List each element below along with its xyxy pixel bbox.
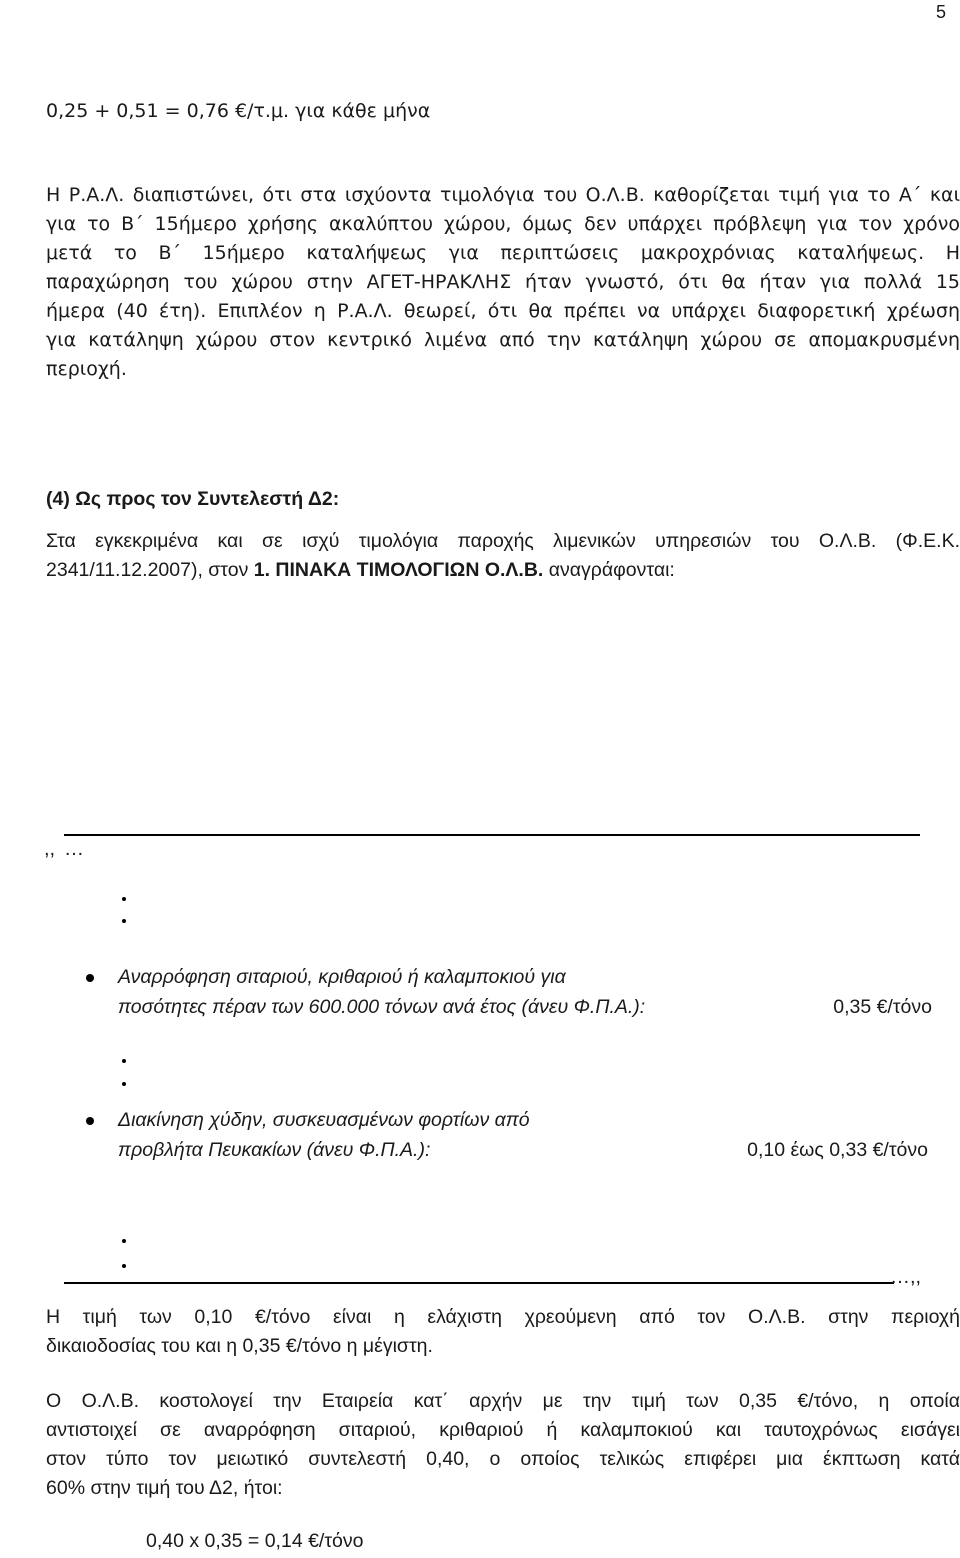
paragraph-ral-findings (46, 181, 960, 384)
formula-monthly-rate: 0,25 + 0,51 = 0,76 €/τ.μ. για κάθε μήνα (46, 100, 431, 122)
paragraph-min-max (46, 1303, 960, 1361)
item2-price: 0,10 έως 0,33 €/τόνο (747, 1139, 928, 1161)
para3-line1: Η τιμή των 0,10 €/τόνο είναι η ελάχιστη χρεούμενη από τον Ο.Λ.Β. στην περιοχή (46, 1306, 960, 1328)
quote-open-ellipsis: … (64, 838, 84, 860)
item1-price: 0,35 €/τόνο (833, 996, 932, 1018)
section-heading-d2: (4) Ως προς τον Συντελεστή Δ2: (46, 488, 340, 510)
bullet-icon (86, 974, 94, 982)
item1-line1: Αναρρόφηση σιταριού, κριθαριού ή καλαμποκιού για (118, 966, 566, 988)
item2-line2: προβλήτα Πευκακίων (άνευ Φ.Π.Α.): (118, 1139, 431, 1161)
para4-line1: Ο Ο.Λ.Β. κοστολογεί την Εταιρεία κατ΄ αρχήν με την τιμή των 0,35 €/τόνο, η οποία (46, 1390, 960, 1412)
para3-line2: δικαιοδοσίας του και η 0,35 €/τόνο η μέγιστη. (46, 1335, 433, 1357)
page-number: 5 (935, 2, 946, 22)
ellipsis-dot (122, 1059, 126, 1063)
para1-line7: περιοχή. (46, 358, 127, 380)
quote-bottom-rule (64, 1282, 894, 1284)
para2-line1: Στα εγκεκριμένα και σε ισχύ τιμολόγια παροχής λιμενικών υπηρεσιών του Ο.Λ.Β. (Φ.Ε.Κ. (46, 530, 960, 552)
para2-line2: 2341/11.12.2007), στον 1. ΠΙΝΑΚΑ ΤΙΜΟΛΟΓΙΩΝ Ο.Λ.Β. αναγράφονται: (46, 559, 675, 581)
ellipsis-dot (122, 1264, 126, 1268)
ellipsis-dot (122, 1239, 126, 1243)
quote-close-mark: …,, (890, 1266, 922, 1288)
ellipsis-dot (122, 1082, 126, 1086)
para1-line4: παραχώρηση του χώρου στην ΑΓΕΤ-ΗΡΑΚΛΗΣ ήταν γνωστό, ότι θα ήταν για πολλά 15 (46, 271, 960, 293)
para4-line2: αντιστοιχεί σε αναρρόφηση σιταριού, κριθαριού ή καλαμποκιού και ταυτοχρόνως εισάγει (46, 1419, 960, 1441)
para4-line3: στον τύπο τον μειωτικό συντελεστή 0,40, ο οποίος τελικώς επιφέρει μια έκπτωση κατά (46, 1448, 960, 1470)
ellipsis-dot (122, 919, 126, 923)
ellipsis-dot (122, 897, 126, 901)
para1-line5: ήμερα (40 έτη). Επιπλέον η Ρ.Α.Λ. θεωρεί, ότι θα πρέπει να υπάρχει διαφορετική χρέωση (46, 300, 960, 322)
item1-line2: ποσότητες πέραν των 600.000 τόνων ανά έτος (άνευ Φ.Π.Α.): (118, 996, 646, 1018)
para1-line1: Η Ρ.Α.Λ. διαπιστώνει, ότι στα ισχύοντα τιμολόγια του Ο.Λ.Β. καθορίζεται τιμή για το Α΄ και (46, 184, 960, 206)
formula-reduced-rate: 0,40 x 0,35 = 0,14 €/τόνο (146, 1530, 364, 1552)
item2-line1: Διακίνηση χύδην, συσκευασμένων φορτίων από (118, 1109, 530, 1131)
quote-open-mark: ,, (44, 838, 56, 860)
para1-line2: για το Β΄ 15ήμερο χρήσης ακαλύπτου χώρου, όμως δεν υπάρχει πρόβλεψη για τον χρόνο (46, 213, 960, 235)
para1-line3: μετά το Β΄ 15ήμερο καταλήψεως για περιπτώσεις μακροχρόνιας καταλήψεως. Η (46, 242, 960, 264)
bullet-icon (86, 1117, 94, 1125)
para4-line4: 60% στην τιμή του Δ2, ήτοι: (46, 1477, 283, 1499)
paragraph-tariffs (46, 527, 960, 585)
paragraph-costing (46, 1387, 960, 1503)
para1-line6: για κατάληψη χώρου στον κεντρικό λιμένα από την κατάληψη χώρου σε απομακρυσμένη (46, 329, 960, 351)
quote-top-rule (64, 834, 920, 836)
